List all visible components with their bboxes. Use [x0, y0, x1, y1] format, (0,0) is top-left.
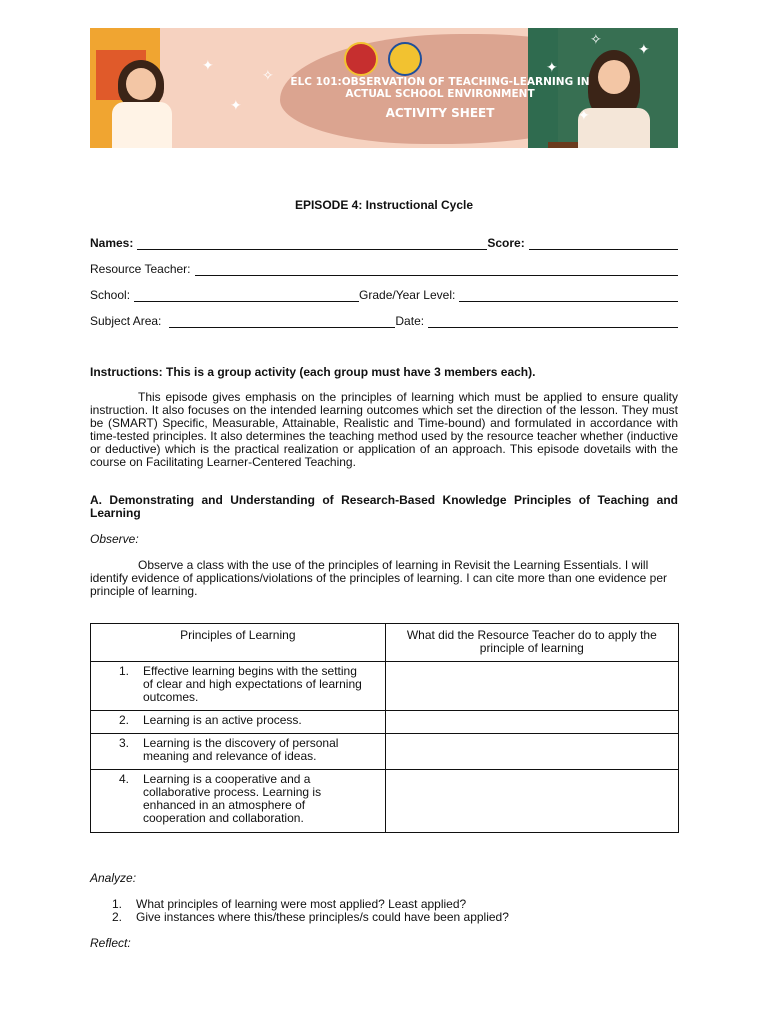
section-a-heading: A. Demonstrating and Understanding of Research-Based Knowledge Principles of Teaching and Learning — [90, 493, 678, 520]
list-item: 2. Give instances where this/these principles/s could have been applied? — [112, 910, 509, 924]
names-label: Names: — [90, 236, 134, 250]
score-label: Score: — [487, 236, 525, 250]
teacher-action-cell[interactable] — [385, 711, 678, 734]
episode-title: EPISODE 4: Instructional Cycle — [294, 198, 474, 212]
subject-field[interactable] — [169, 315, 395, 328]
table-row — [91, 711, 679, 734]
sparkle-icon: ✦ — [546, 59, 558, 75]
sparkle-icon: ✧ — [590, 31, 602, 47]
col-header-teacher-action: What did the Resource Teacher do to apply the principle of learning — [385, 624, 678, 662]
sparkle-icon: ✦ — [638, 41, 650, 57]
sparkle-icon: ✦ — [578, 107, 590, 123]
observe-label: Observe: — [90, 532, 139, 546]
grade-label: Grade/Year Level: — [359, 288, 456, 302]
resource-teacher-row — [90, 260, 678, 276]
table-row — [91, 770, 679, 833]
banner-title: ELC 101:OBSERVATION OF TEACHING-LEARNING IN ACTUAL SCHOOL ENVIRONMENT — [290, 76, 590, 100]
teacher-action-cell[interactable] — [385, 770, 678, 833]
date-field[interactable] — [428, 315, 678, 328]
intro-paragraph: This episode gives emphasis on the principles of learning which must be applied to ensure quality instruction. It also focuses on the intended learning outcomes which set the direction of the lesson. They must be (SMART) Specific, Measurable, Attainable, Realistic and Time-bound) and formulated in accordance with time-tested principles. It also determines the teaching method used by the resource teacher whether (inductive or deductive) which is the practical realization or application of an approach. This episode dovetails with the course on Facilitating Learner-Centered Teaching. — [90, 390, 678, 469]
teacher-action-cell[interactable] — [385, 662, 678, 711]
principle-text: Learning is an active process. — [143, 713, 302, 727]
table-row — [91, 734, 679, 770]
analyze-list — [112, 898, 509, 924]
resource-teacher-label: Resource Teacher: — [90, 262, 191, 276]
analyze-label: Analyze: — [90, 871, 137, 885]
list-item: 1. What principles of learning were most applied? Least applied? — [112, 897, 467, 911]
sparkle-icon: ✦ — [230, 97, 242, 113]
row-number: 4. — [119, 772, 130, 786]
college-seal-icon — [388, 42, 422, 76]
score-field[interactable] — [529, 237, 678, 250]
teacher-left-illustration — [98, 56, 188, 148]
university-seal-icon — [344, 42, 378, 76]
reflect-label: Reflect: — [90, 936, 131, 950]
instructions: Instructions: This is a group activity (each group must have 3 members each). — [90, 365, 536, 379]
principle-text: Effective learning begins with the setting of clear and high expectations of learning outcomes. — [143, 664, 362, 704]
date-label: Date: — [395, 314, 425, 328]
grade-field[interactable] — [459, 289, 678, 302]
banner-subtitle: ACTIVITY SHEET — [385, 106, 495, 120]
table-header-row — [91, 624, 679, 662]
subject-row — [90, 312, 678, 328]
sparkle-icon: ✦ — [202, 57, 214, 73]
names-field[interactable] — [137, 237, 487, 250]
header-banner — [90, 28, 678, 148]
row-number: 1. — [119, 664, 130, 678]
principles-table — [90, 623, 679, 833]
sparkle-icon: ✧ — [262, 67, 274, 83]
col-header-principles: Principles of Learning — [91, 624, 386, 662]
row-number: 2. — [119, 713, 130, 727]
school-field[interactable] — [134, 289, 359, 302]
resource-teacher-field[interactable] — [195, 263, 679, 276]
names-row — [90, 234, 678, 250]
subject-label: Subject Area: — [90, 314, 162, 328]
teacher-action-cell[interactable] — [385, 734, 678, 770]
table-row — [91, 662, 679, 711]
principle-text: Learning is the discovery of personal meaning and relevance of ideas. — [143, 736, 339, 763]
school-label: School: — [90, 288, 131, 302]
observe-paragraph: Observe a class with the use of the principles of learning in Revisit the Learning Essentials. I will identify evidence of applications/violations of the principles of learning. I can cite more than one evidence per principle of learning. — [90, 558, 668, 598]
school-row — [90, 286, 678, 302]
principle-text: Learning is a cooperative and a collaborative process. Learning is enhanced in an atmosphere of cooperation and collaboration. — [143, 772, 322, 825]
row-number: 3. — [119, 736, 130, 750]
